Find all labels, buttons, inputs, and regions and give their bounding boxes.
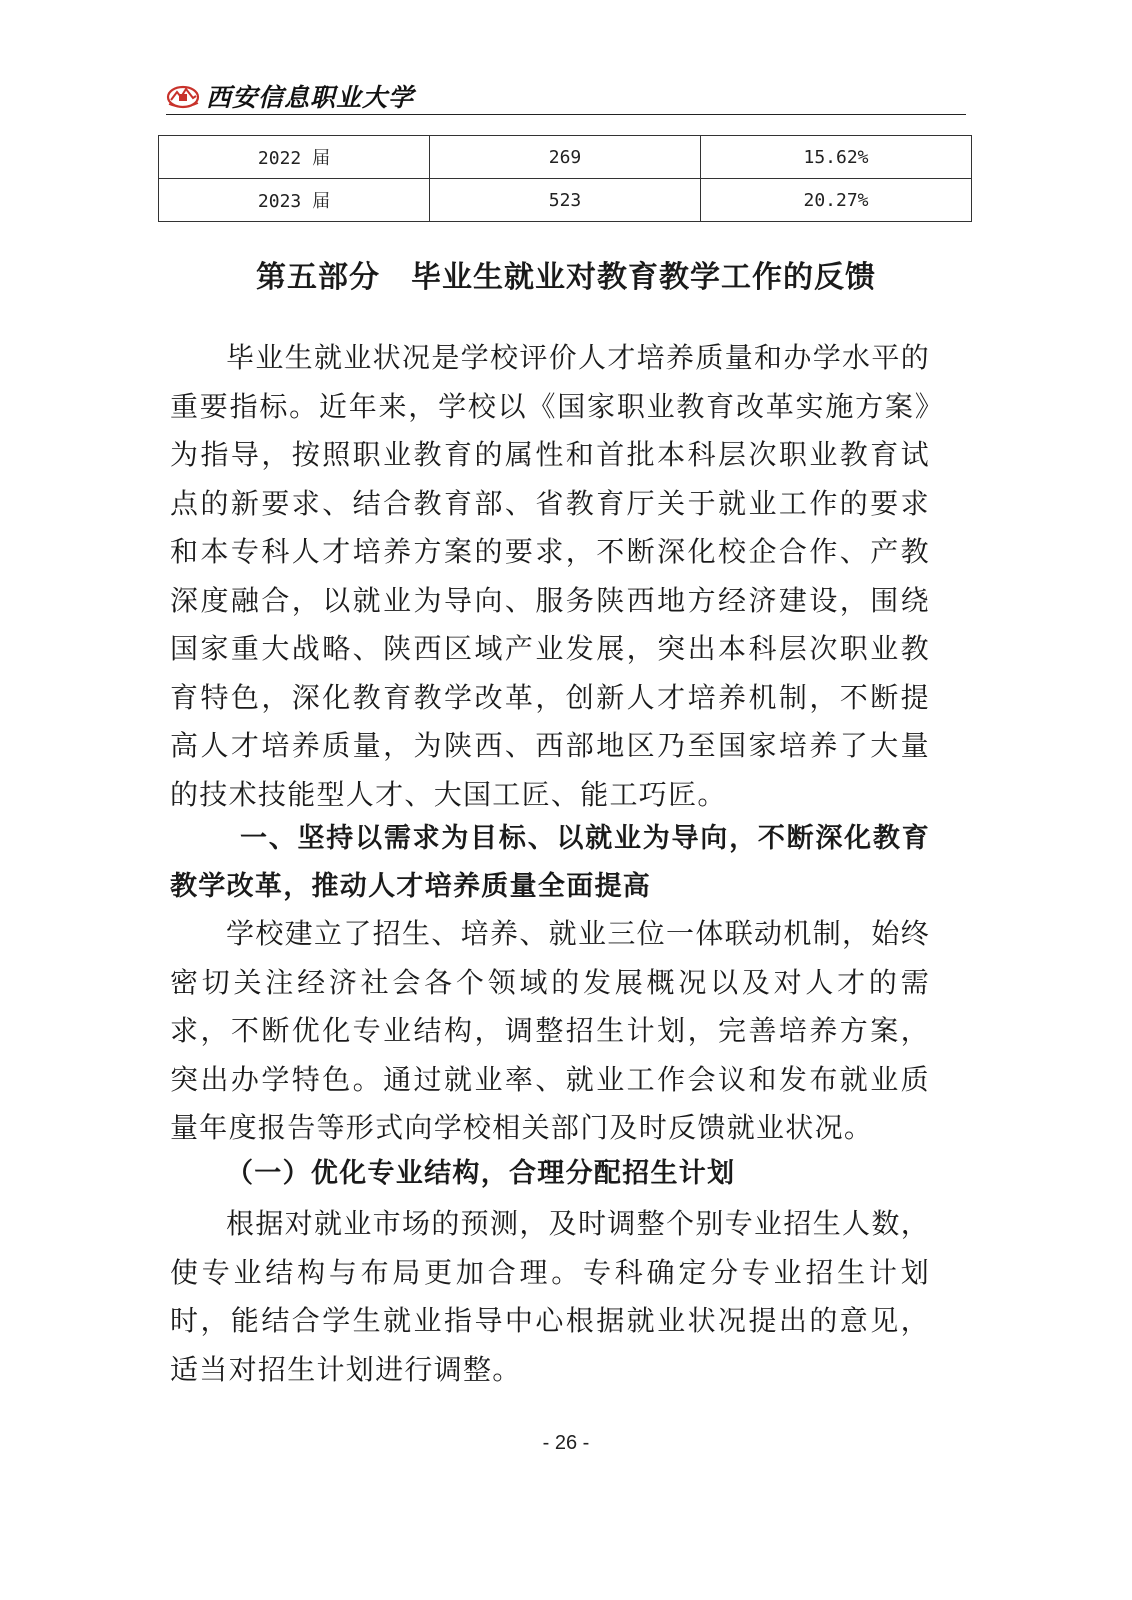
paragraph-linkage: 学校建立了招生、培养、就业三位一体联动机制，始终密切关注经济社会各个领域的发展概况以及对人才的需求，不断优化专业结构，调整招生计划，完善培养方案，突出办学特色。通过就业率、就业工作会议和发布就业质量年度报告等形式向学校相关部门及时反馈就业状况。 — [170, 917, 930, 1144]
table-cell-percent: 15.62% — [701, 136, 972, 179]
header-rule — [166, 114, 966, 115]
paragraph-enrollment: 根据对就业市场的预测，及时调整个别专业招生人数，使专业结构与布局更加合理。专科确定分专业招生计划时，能结合学生就业指导中心根据就业状况提出的意见，适当对招生计划进行调整。 — [170, 1207, 930, 1386]
stats-table — [158, 135, 972, 222]
table-cell-year: 2022 届 — [159, 136, 430, 179]
part-title: 第五部分 毕业生就业对教育教学工作的反馈 — [256, 260, 876, 295]
page-header — [166, 80, 966, 114]
table-cell-count: 269 — [430, 136, 701, 179]
subsection-heading-1: （一）优化专业结构，合理分配招生计划 — [226, 1158, 736, 1189]
table-cell-percent: 20.27% — [701, 179, 972, 222]
table-cell-year: 2023 届 — [159, 179, 430, 222]
page-number: - 26 - — [542, 1432, 590, 1454]
paragraph-intro: 毕业生就业状况是学校评价人才培养质量和办学水平的重要指标。近年来，学校以《国家职业教育改革实施方案》为指导，按照职业教育的属性和首批本科层次职业教育试点的新要求、结合教育部、省教育厅关于就业工作的要求和本专科人才培养方案的要求，不断深化校企合作、产教深度融合，以就业为导向、服务陕西地方经济建设，围绕国家重大战略、陕西区域产业发展，突出本科层次职业教育特色，深化教育教学改革，创新人才培养机制，不断提高人才培养质量，为陕西、西部地区乃至国家培养了大量的技术技能型人才、大国工匠、能工巧匠。 — [170, 341, 930, 811]
school-name: 西安信息职业大学 — [206, 83, 415, 112]
section-heading-1: 一、坚持以需求为目标、以就业为导向，不断深化教育教学改革，推动人才培养质量全面提高 — [170, 823, 930, 902]
university-logo-icon — [166, 80, 202, 110]
table-row — [159, 179, 972, 222]
table-row — [159, 136, 972, 179]
table-cell-count: 523 — [430, 179, 701, 222]
